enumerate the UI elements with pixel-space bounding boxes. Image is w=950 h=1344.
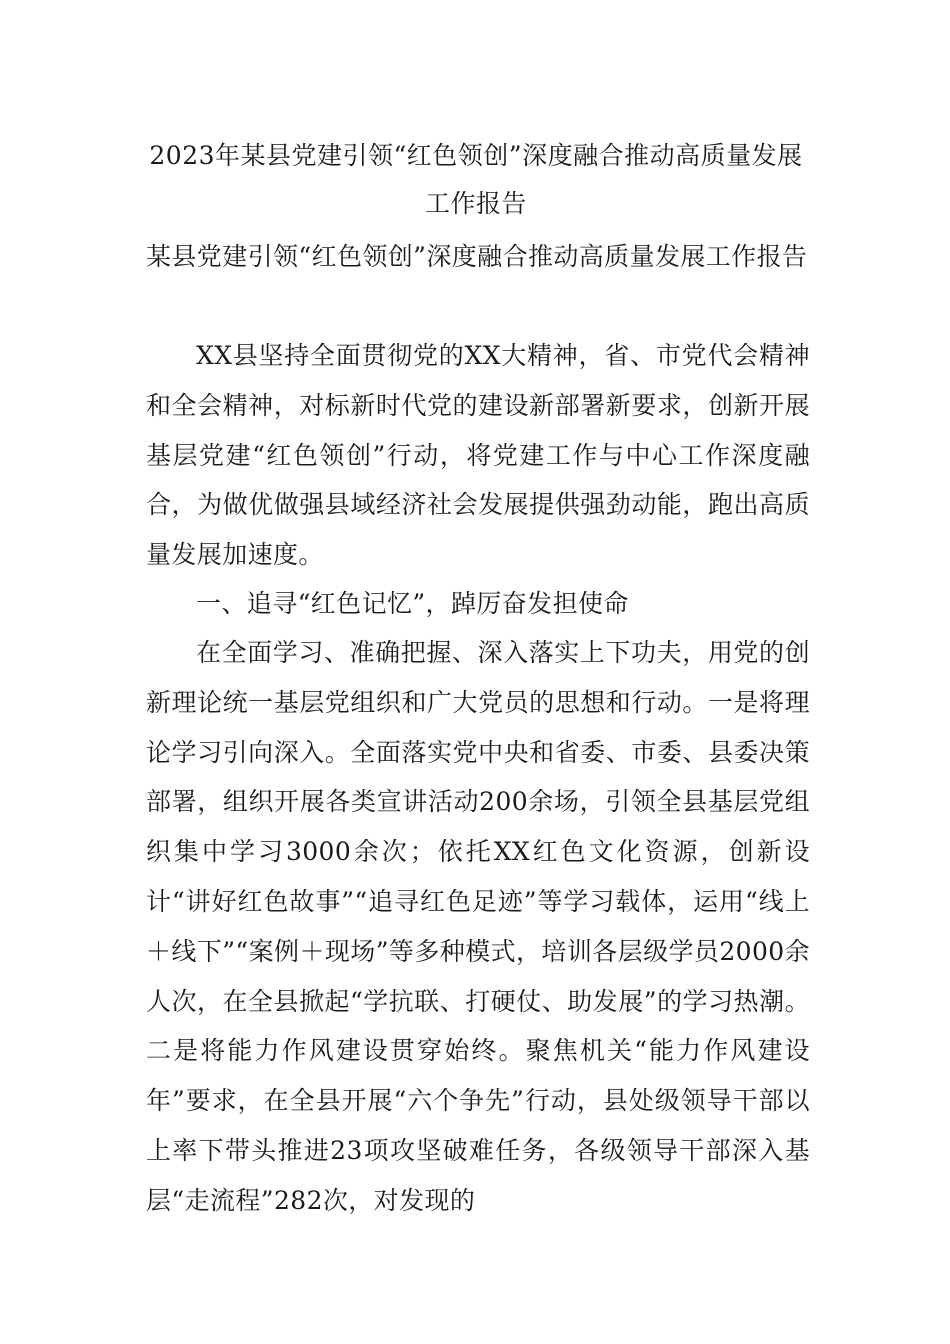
section-heading-1: 一、追寻“红色记忆”，踔厉奋发担使命 bbox=[196, 589, 629, 618]
intro-paragraph: XX县坚持全面贯彻党的XX大精神，省、市党代会精神和全会精神，对标新时代党的建设新部署新要求，创新开展基层党建“红色领创”行动，将党建工作与中心工作深度融合，为做优做强县域经济社会发展提供强劲动能，跑出高质量发展加速度。 bbox=[146, 341, 810, 570]
document-subtitle: 某县党建引领“红色领创”深度融合推动高质量发展工作报告 bbox=[146, 242, 808, 271]
document-title: 2023年某县党建引领“红色领创”深度融合推动高质量发展工作报告 bbox=[149, 141, 803, 218]
section-paragraph-1: 在全面学习、准确把握、深入落实上下功夫，用党的创新理论统一基层党组织和广大党员的思想和行动。一是将理论学习引向深入。全面落实党中央和省委、市委、县委决策部署，组织开展各类宣讲活动200余场，引领全县基层党组织集中学习3000余次；依托XX红色文化资源，创新设计“讲好红色故事”“追寻红色足迹”等学习载体，运用“线上＋线下”“案例＋现场”等多种模式，培训各层级学员2000余人次，在全县掀起“学抗联、打硬仗、助发展”的学习热潮。二是将能力作风建设贯穿始终。聚焦机关“能力作风建设年”要求，在全县开展“六个争先”行动，县处级领导干部以上率下带头推进23项攻坚破难任务，各级领导干部深入基层“走流程”282次，对发现的 bbox=[146, 638, 810, 1215]
